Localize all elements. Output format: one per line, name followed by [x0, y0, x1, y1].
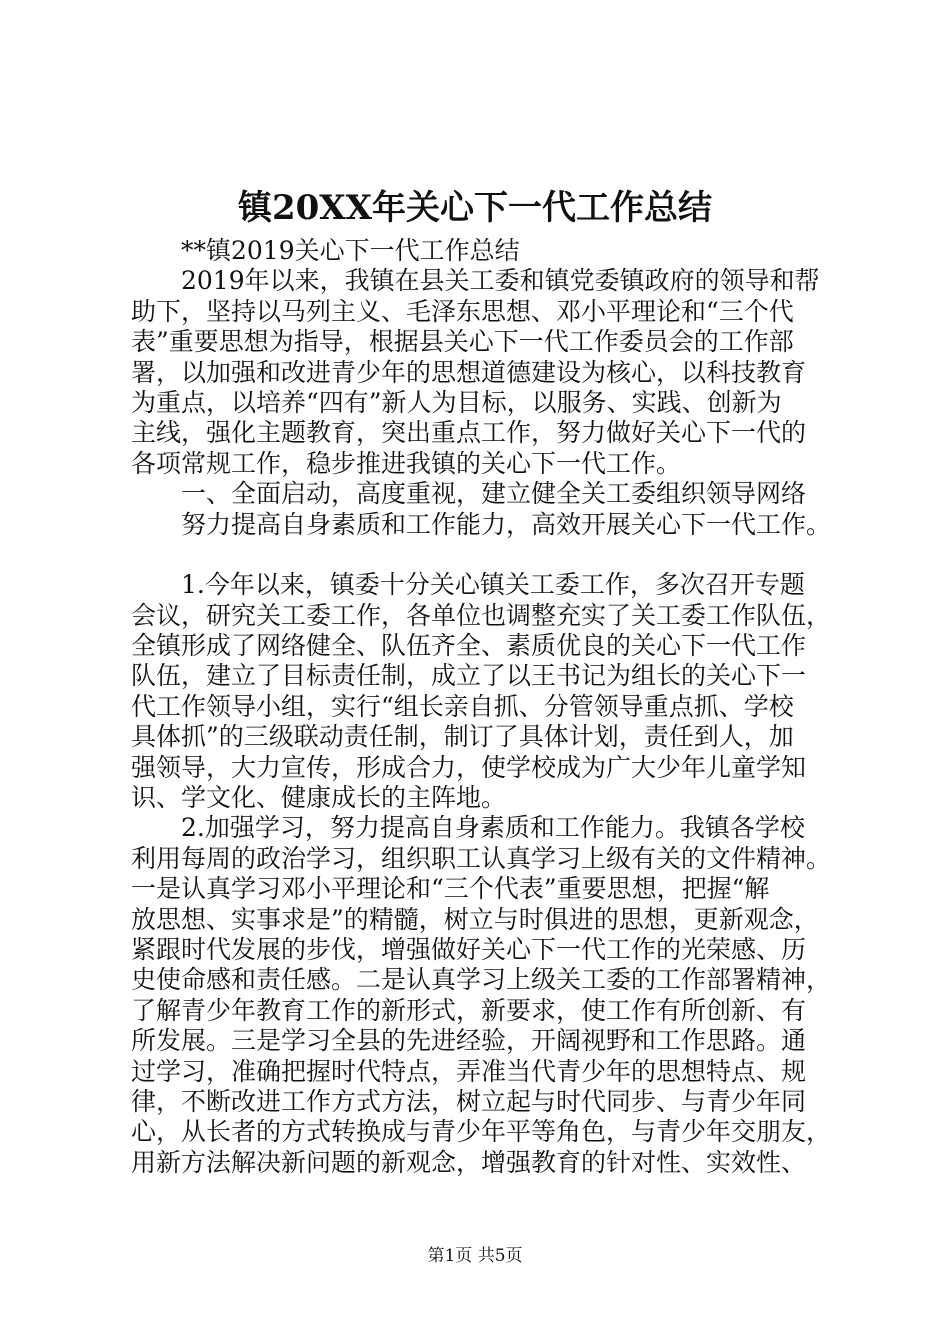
body-text-line: 会议，研究关工委工作，各单位也调整充实了关工委工作队伍， [131, 600, 832, 630]
document-body [131, 236, 831, 1178]
body-text-line: 署，以加强和改进青少年的思想道德建设为核心，以科技教育 [131, 357, 807, 387]
body-text-line: 为重点，以培养“四有”新人为目标，以服务、实践、创新为 [131, 387, 782, 417]
body-text-line: 放思想、实事求是”的精髓，树立与时俱进的思想，更新观念， [131, 904, 819, 934]
body-text-line: 具体抓”的三级联动责任制，制订了具体计划，责任到人，加 [131, 722, 794, 752]
body-text-line: 识、学文化、健康成长的主阵地。 [131, 783, 507, 813]
body-text-line: 主线，强化主题教育，突出重点工作，努力做好关心下一代的 [131, 418, 807, 448]
body-text-line: 2.加强学习，努力提高自身素质和工作能力。我镇各学校 [131, 813, 805, 843]
body-text-line: 用新方法解决新问题的新观念，增强教育的针对性、实效性、 [131, 1147, 807, 1177]
body-text-line: 努力提高自身素质和工作能力，高效开展关心下一代工作。 [131, 509, 832, 539]
body-text-line: 1.今年以来，镇委十分关心镇关工委工作，多次召开专题 [131, 570, 805, 600]
page-footer: 第1页 共5页 [427, 1246, 523, 1266]
body-text-line: 过学习，准确把握时代特点，弄准当代青少年的思想特点、规 [131, 1056, 807, 1086]
body-text-line: **镇2019关心下一代工作总结 [131, 236, 520, 265]
document-title: 镇20XX年关心下一代工作总结 [237, 188, 713, 228]
body-text-line: 代工作领导小组，实行“组长亲自抓、分管领导重点抓、学校 [131, 691, 794, 721]
body-text-line: 强领导，大力宣传，形成合力，使学校成为广大少年儿童学知 [131, 752, 807, 782]
body-text-line: 了解青少年教育工作的新形式，新要求，使工作有所创新、有 [131, 995, 807, 1025]
body-text-line: 利用每周的政治学习，组织职工认真学习上级有关的文件精神。 [131, 843, 832, 873]
body-text-line: 各项常规工作，稳步推进我镇的关心下一代工作。 [131, 448, 682, 478]
body-text-line: 一是认真学习邓小平理论和“三个代表”重要思想，把握“解 [131, 874, 770, 904]
body-text-line: 史使命感和责任感。二是认真学习上级关工委的工作部署精神， [131, 965, 832, 995]
body-text-line: 一、全面启动，高度重视，建立健全关工委组织领导网络 [131, 479, 807, 509]
body-text-line: 2019年以来，我镇在县关工委和镇党委镇政府的领导和帮 [131, 266, 820, 296]
body-text-line: 心，从长者的方式转换成与青少年平等角色，与青少年交朋友， [131, 1117, 832, 1147]
body-text-line: 表”重要思想为指导，根据县关心下一代工作委员会的工作部 [131, 327, 794, 357]
body-text-line: 全镇形成了网络健全、队伍齐全、素质优良的关心下一代工作 [131, 631, 807, 661]
body-text-line: 助下，坚持以马列主义、毛泽东思想、邓小平理论和“三个代 [131, 296, 794, 326]
body-text-line: 队伍，建立了目标责任制，成立了以王书记为组长的关心下一 [131, 661, 807, 691]
body-text-line [131, 540, 831, 570]
body-text-line: 所发展。三是学习全县的先进经验，开阔视野和工作思路。通 [131, 1026, 807, 1056]
body-text-line: 律，不断改进工作方式方法，树立起与时代同步、与青少年同 [131, 1086, 807, 1116]
body-text-line: 紧跟时代发展的步伐，增强做好关心下一代工作的光荣感、历 [131, 934, 807, 964]
